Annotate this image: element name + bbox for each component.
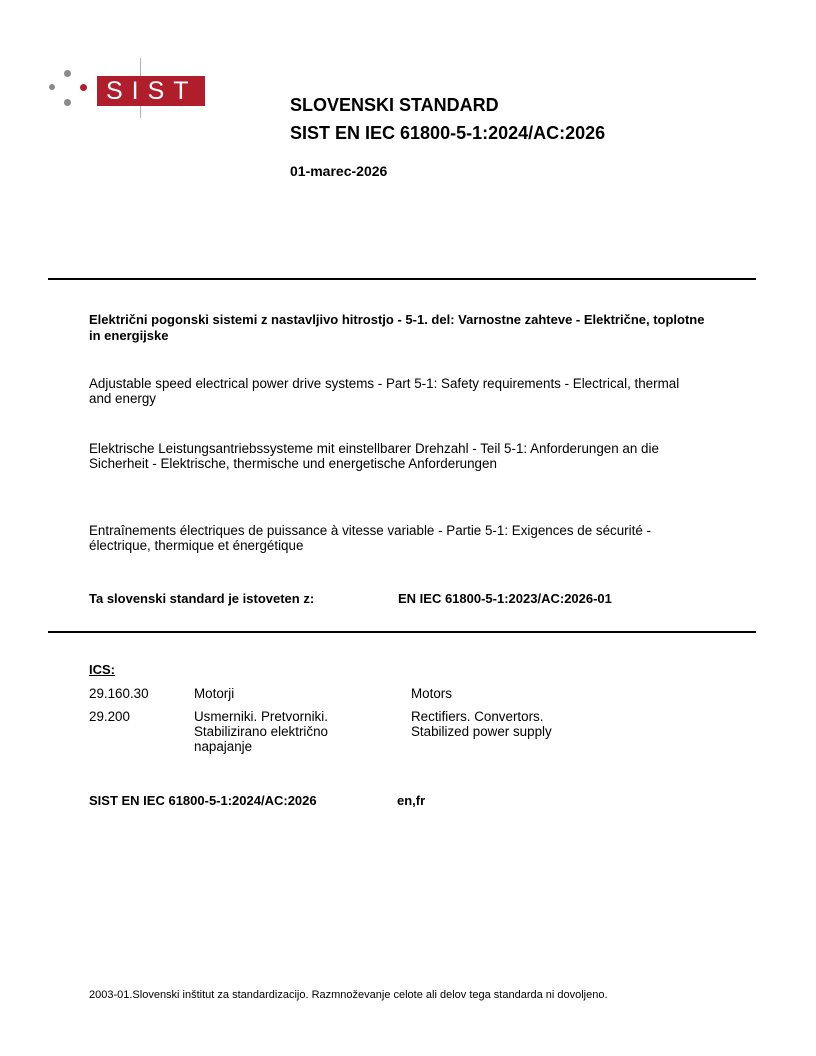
- ics-description-en: Motors: [411, 686, 452, 701]
- logo-divider: [140, 106, 141, 118]
- logo-divider: [140, 58, 141, 76]
- standard-label: SLOVENSKI STANDARD: [290, 95, 499, 115]
- ics-heading: ICS:: [89, 662, 115, 677]
- logo-wordmark: SIST: [97, 76, 205, 106]
- ics-code: 29.200: [89, 709, 130, 724]
- publication-date: 01-marec-2026: [290, 163, 388, 179]
- divider-bottom: [48, 631, 756, 633]
- identical-label: Ta slovenski standard je istoveten z:: [89, 591, 315, 606]
- summary-languages: en,fr: [397, 793, 426, 808]
- title-english: Adjustable speed electrical power drive systems - Part 5-1: Safety requirements - Electrical, thermal and energy: [89, 376, 680, 406]
- logo-dot: [64, 70, 71, 77]
- ics-description-sl: Usmerniki. Pretvorniki. Stabilizirano električno napajanje: [194, 709, 328, 754]
- ics-description-en: Rectifiers. Convertors. Stabilized power supply: [411, 709, 552, 739]
- title-german: Elektrische Leistungsantriebssysteme mit einstellbarer Drehzahl - Teil 5-1: Anforderungen an die Sicherheit - Elektrische, thermische und energetische Anforderungen: [89, 441, 659, 471]
- copyright-footer: 2003-01.Slovenski inštitut za standardizacijo. Razmnoževanje celote ali delov tega standarda ni dovoljeno.: [89, 989, 608, 1001]
- title-french: Entraînements électriques de puissance à vitesse variable - Partie 5-1: Exigences de sécurité - électrique, thermique et énergétique: [89, 523, 651, 553]
- divider-top: [48, 278, 756, 280]
- identical-value: EN IEC 61800-5-1:2023/AC:2026-01: [398, 591, 612, 606]
- logo-dot: [80, 84, 87, 91]
- logo-dot: [64, 99, 71, 106]
- standard-id: SIST EN IEC 61800-5-1:2024/AC:2026: [290, 123, 606, 143]
- ics-code: 29.160.30: [89, 686, 149, 701]
- title-slovenian: Električni pogonski sistemi z nastavljivo hitrostjo - 5-1. del: Varnostne zahteve - Električne, toplotne in energijske: [89, 312, 705, 343]
- logo-dot: [49, 84, 55, 90]
- ics-description-sl: Motorji: [194, 686, 235, 701]
- summary-standard-id: SIST EN IEC 61800-5-1:2024/AC:2026: [89, 793, 317, 808]
